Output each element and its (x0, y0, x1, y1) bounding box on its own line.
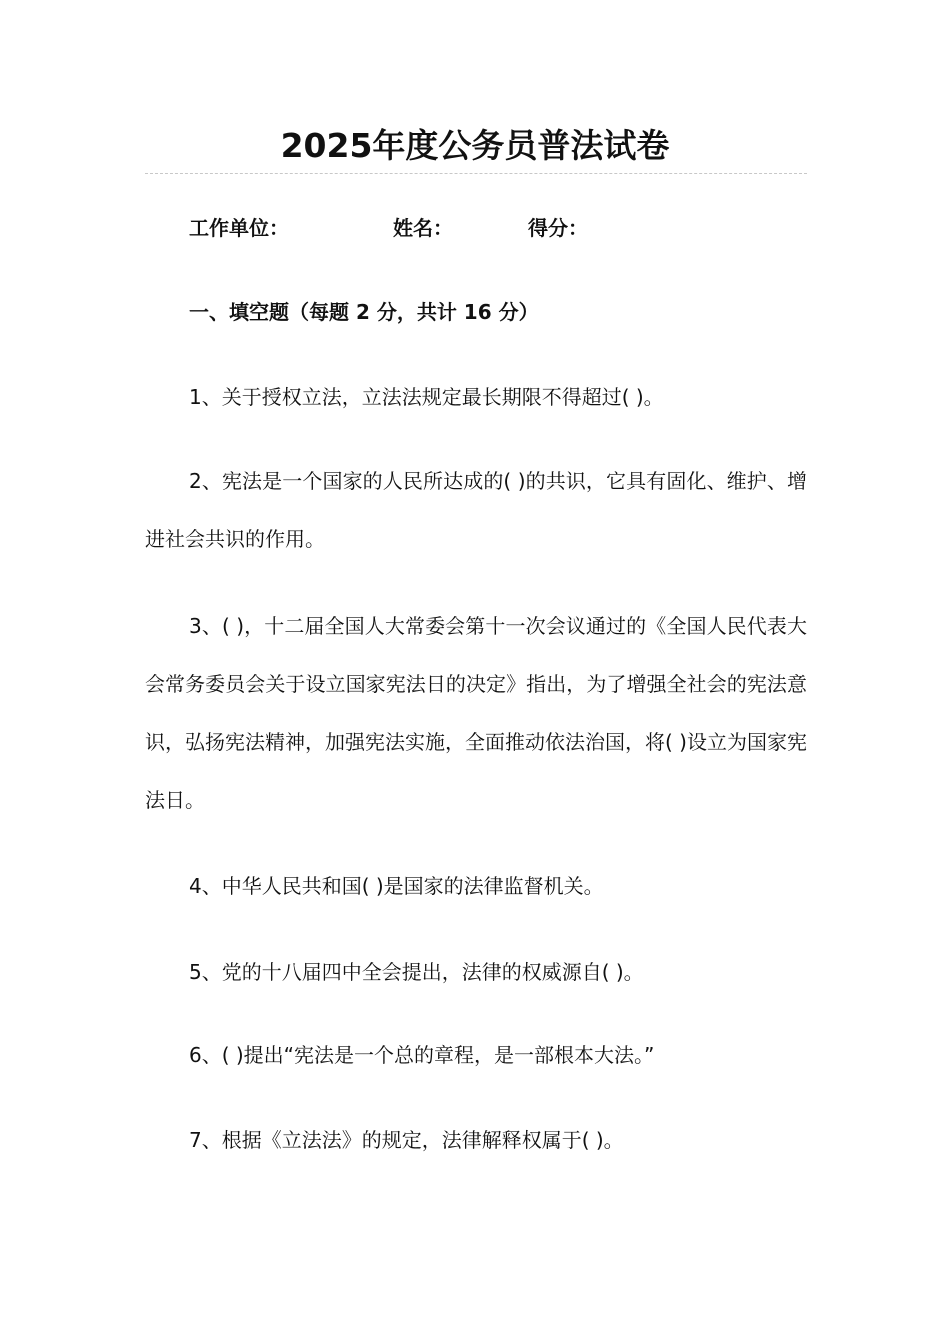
question-item: 1、关于授权立法，立法法规定最长期限不得超过( )。 (189, 385, 664, 409)
question-item: 2、宪法是一个国家的人民所达成的( )的共识，它具有固化、维护、增进社会共识的作用。 (145, 469, 807, 551)
name-label: 姓名： (393, 216, 453, 240)
question-item: 6、( )提出“宪法是一个总的章程，是一部根本大法。” (189, 1043, 655, 1067)
score-label: 得分： (528, 216, 588, 240)
work-unit-label: 工作单位： (189, 216, 289, 240)
title-divider (145, 173, 807, 174)
section-heading: 一、填空题（每题 2 分，共计 16 分） (189, 300, 539, 324)
question-item: 4、中华人民共和国( )是国家的法律监督机关。 (189, 874, 604, 898)
question-item: 7、根据《立法法》的规定，法律解释权属于( )。 (189, 1128, 624, 1152)
question-item: 3、( )，十二届全国人大常委会第十一次会议通过的《全国人民代表大会常务委员会关于设立国家宪法日的决定》指出，为了增强全社会的宪法意识，弘扬宪法精神，加强宪法实施，全面推动依法治国，将( )设立为国家宪法日。 (145, 614, 807, 812)
question-item: 5、党的十八届四中全会提出，法律的权威源自( )。 (189, 960, 644, 984)
page-title: 2025年度公务员普法试卷 (280, 126, 670, 165)
